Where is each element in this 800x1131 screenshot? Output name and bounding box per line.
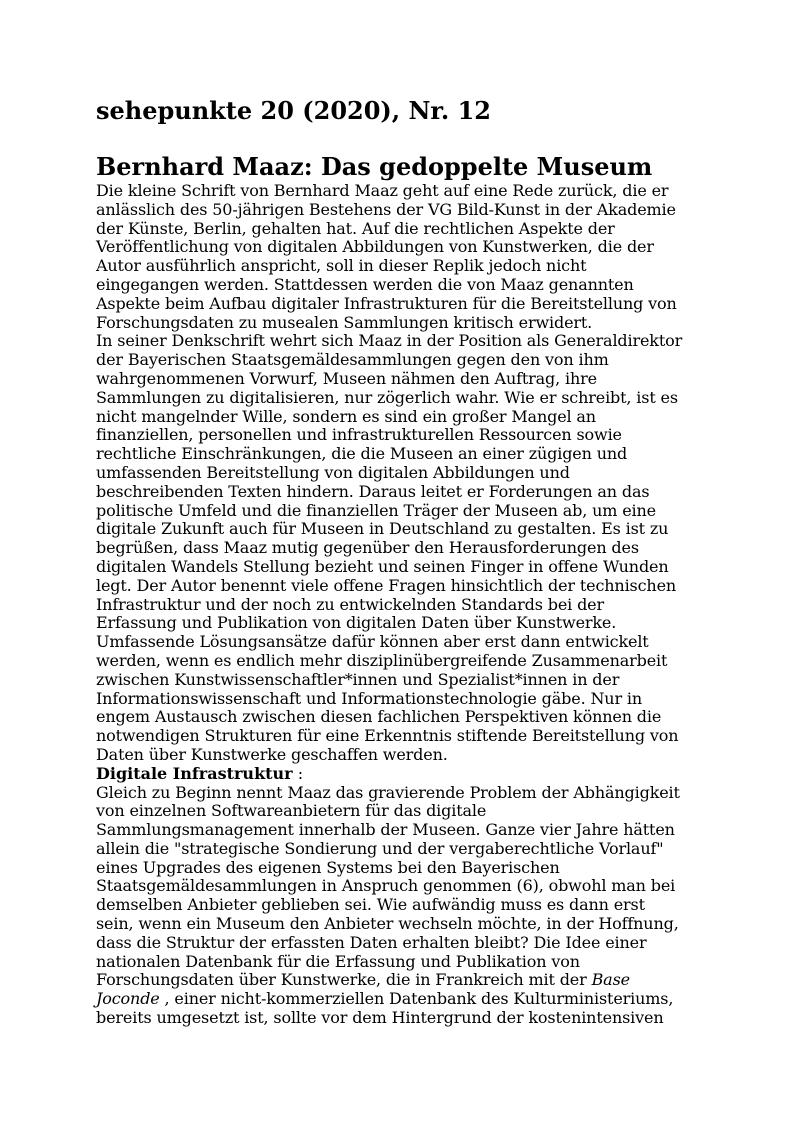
text-line: Umfassende Lösungsansätze dafür können aber erst dann entwickelt bbox=[96, 632, 649, 652]
text-line: Autor ausführlich anspricht, soll in dieser Replik jedoch nicht bbox=[96, 256, 587, 276]
text-line: dass die Struktur der erfassten Daten erhalten bleibt? Die Idee einer bbox=[96, 932, 647, 952]
text-line: allein die "strategische Sondierung und der vergaberechtliche Vorlauf" bbox=[96, 838, 664, 858]
text-line: eines Upgrades des eigenen Systems bei den Bayerischen bbox=[96, 857, 560, 877]
text-segment: , einer nicht-kommerziellen Datenbank des Kulturministeriums, bbox=[159, 989, 674, 1009]
text-line: der Künste, Berlin, gehalten hat. Auf die rechtlichen Aspekte der bbox=[96, 218, 615, 238]
paragraph-intro bbox=[96, 182, 706, 332]
text-line: zwischen Kunstwissenschaftler*innen und Spezialist*innen in der bbox=[96, 669, 620, 689]
text-line: von einzelnen Softwareanbietern für das digitale bbox=[96, 801, 487, 821]
text-line: begrüßen, dass Maaz mutig gegenüber den Herausforderungen des bbox=[96, 538, 639, 558]
text-line: politische Umfeld und die finanziellen Träger der Museen ab, um eine bbox=[96, 500, 656, 520]
journal-issue-heading: sehepunkte 20 (2020), Nr. 12 bbox=[96, 96, 491, 125]
text-line: finanziellen, personellen und infrastrukturellen Ressourcen sowie bbox=[96, 425, 622, 445]
text-line: Veröffentlichung von digitalen Abbildungen von Kunstwerken, die der bbox=[96, 237, 654, 257]
text-line: der Bayerischen Staatsgemäldesammlungen gegen den von ihm bbox=[96, 350, 609, 370]
text-line: sein, wenn ein Museum den Anbieter wechseln möchte, in der Hoffnung, bbox=[96, 914, 679, 934]
document-page bbox=[96, 96, 706, 1028]
text-line: rechtliche Einschränkungen, die die Museen an einer zügigen und bbox=[96, 444, 628, 464]
text-line: Sammlungen zu digitalisieren, nur zögerlich wahr. Wie er schreibt, ist es bbox=[96, 387, 678, 407]
paragraph-denkschrift bbox=[96, 332, 706, 764]
text-line: legt. Der Autor benennt viele offene Fragen hinsichtlich der technischen bbox=[96, 575, 677, 595]
text-line bbox=[96, 971, 706, 990]
text-line: demselben Anbieter geblieben sei. Wie aufwändig muss es dann erst bbox=[96, 895, 645, 915]
section-heading-colon: : bbox=[292, 763, 304, 783]
text-line: umfassenden Bereitstellung von digitalen Abbildungen und bbox=[96, 462, 570, 482]
text-line: In seiner Denkschrift wehrt sich Maaz in der Position als Generaldirektor bbox=[96, 331, 683, 351]
paragraph-infrastruktur bbox=[96, 784, 706, 1028]
section-heading-label: Digitale Infrastruktur bbox=[96, 763, 293, 783]
article-title: Bernhard Maaz: Das gedoppelte Museum bbox=[96, 152, 653, 181]
text-line: engem Austausch zwischen diesen fachlichen Perspektiven können die bbox=[96, 707, 662, 727]
section-heading bbox=[96, 765, 706, 784]
text-line: nationalen Datenbank für die Erfassung und Publikation von bbox=[96, 951, 580, 971]
text-line: Erfassung und Publikation von digitalen Daten über Kunstwerke. bbox=[96, 613, 617, 633]
database-name-italic: Joconde bbox=[96, 989, 160, 1009]
text-segment: Forschungsdaten über Kunstwerke, die in Frankreich mit der bbox=[96, 970, 592, 990]
text-line: Sammlungsmanagement innerhalb der Museen. Ganze vier Jahre hätten bbox=[96, 820, 675, 840]
text-line: werden, wenn es endlich mehr disziplinübergreifende Zusammenarbeit bbox=[96, 650, 668, 670]
text-line: Die kleine Schrift von Bernhard Maaz geht auf eine Rede zurück, die er bbox=[96, 181, 669, 200]
text-line bbox=[96, 990, 706, 1009]
text-line: digitale Zukunft auch für Museen in Deutschland zu gestalten. Es ist zu bbox=[96, 519, 669, 539]
text-line: digitalen Wandels Stellung bezieht und seinen Finger in offene Wunden bbox=[96, 556, 669, 576]
text-line: notwendigen Strukturen für eine Erkenntnis stiftende Bereitstellung von bbox=[96, 726, 679, 746]
text-line: Forschungsdaten zu musealen Sammlungen kritisch erwidert. bbox=[96, 312, 593, 332]
text-line: bereits umgesetzt ist, sollte vor dem Hintergrund der kostenintensiven bbox=[96, 1008, 664, 1028]
text-line: wahrgenommenen Vorwurf, Museen nähmen den Auftrag, ihre bbox=[96, 368, 597, 388]
text-line: Aspekte beim Aufbau digitaler Infrastrukturen für die Bereitstellung von bbox=[96, 293, 677, 313]
text-line: eingegangen werden. Stattdessen werden die von Maaz genannten bbox=[96, 274, 634, 294]
text-line: anlässlich des 50-jährigen Bestehens der VG Bild-Kunst in der Akademie bbox=[96, 199, 676, 219]
text-line: nicht mangelnder Wille, sondern es sind ein großer Mangel an bbox=[96, 406, 596, 426]
text-line: Infrastruktur und der noch zu entwickelnden Standards bei der bbox=[96, 594, 604, 614]
database-name-italic: Base bbox=[591, 970, 630, 990]
text-line: beschreibenden Texten hindern. Daraus leitet er Forderungen an das bbox=[96, 481, 650, 501]
text-line: Gleich zu Beginn nennt Maaz das gravierende Problem der Abhängigkeit bbox=[96, 782, 680, 802]
text-line: Daten über Kunstwerke geschaffen werden. bbox=[96, 744, 448, 764]
text-line: Staatsgemäldesammlungen in Anspruch genommen (6), obwohl man bei bbox=[96, 876, 676, 896]
text-line: Informationswissenschaft und Informationstechnologie gäbe. Nur in bbox=[96, 688, 643, 708]
